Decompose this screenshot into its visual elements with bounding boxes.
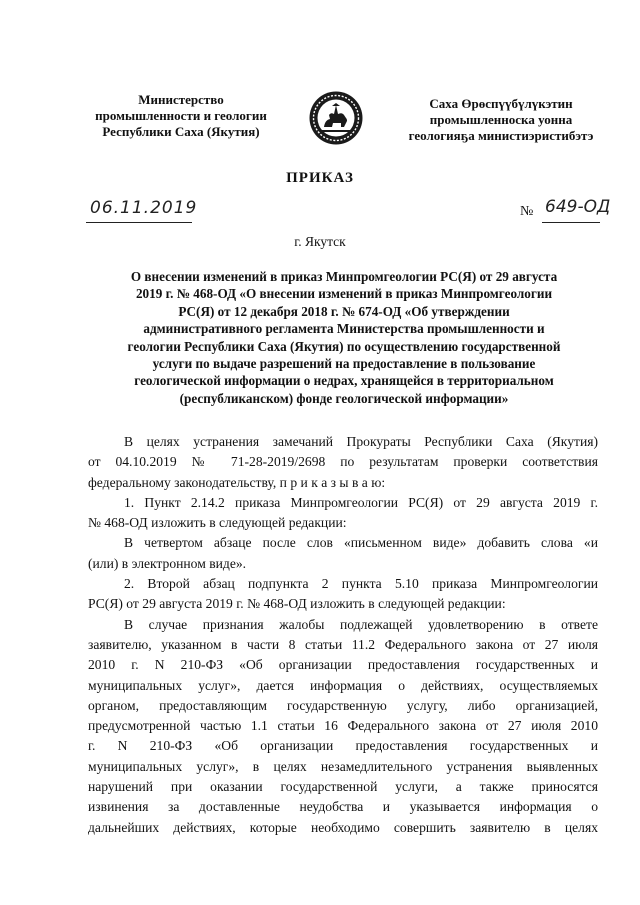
body-line: муниципальных услуг», в целях незамедлительного устранения выявленных bbox=[88, 758, 598, 774]
body-line: извинения за доставленные неудобства и указывается информация о bbox=[88, 799, 598, 815]
ministry-name-russian bbox=[72, 92, 290, 140]
body-line: от 04.10.2019 № 71-28-2019/2698 по результатам проверки соответствия bbox=[88, 454, 598, 470]
subject-line: (республиканском) фонде геологической информации» bbox=[179, 390, 509, 406]
body-line: предусмотренной частью 1.1 статьи 16 Федерального закона от 27 июля 2010 bbox=[88, 718, 598, 734]
subject-line: услуги по выдаче разрешений на предоставление в пользование bbox=[152, 356, 536, 372]
body-line: 2010 г. N 210-ФЗ «Об организации предоставления государственных и bbox=[88, 657, 598, 673]
body-line: 2. Второй абзац подпункта 2 пункта 5.10 приказа Минпромгеологии bbox=[124, 576, 598, 592]
body-line: муниципальных услуг», дается информация о действиях, осуществляемых bbox=[88, 677, 598, 693]
coat-of-arms-icon bbox=[308, 90, 364, 146]
body-line: 1. Пункт 2.14.2 приказа Минпромгеологии РС(Я) от 29 августа 2019 г. bbox=[124, 494, 598, 510]
body-line: № 468-ОД изложить в следующей редакции: bbox=[88, 515, 347, 531]
ministry-name-yakut bbox=[388, 96, 614, 144]
body-line: федеральному законодательству, п р и к а з ы в а ю: bbox=[88, 474, 386, 490]
ministry-name-line: Саха Өрөспүүбүлүкэтин bbox=[429, 96, 573, 111]
body-line: заявителю, указанном в части 8 статьи 11.2 Федерального закона от 27 июля bbox=[88, 636, 598, 652]
subject-line: геологии Республики Саха (Якутия) по осуществлению государственной bbox=[127, 338, 561, 354]
subject-line: РС(Я) от 12 декабря 2018 г. № 674-ОД «Об утверждении bbox=[178, 303, 510, 319]
subject-line: административного регламента Министерства промышленности и bbox=[143, 321, 545, 337]
body-line: В случае признания жалобы подлежащей удовлетворению в ответе bbox=[124, 616, 598, 632]
body-line: дальнейших действиях, которые необходимо совершить заявителю в целях bbox=[88, 819, 598, 835]
order-body bbox=[88, 432, 598, 838]
number-sign: № bbox=[520, 204, 534, 219]
number-underline bbox=[542, 222, 600, 223]
ministry-name-line: геологияҕа министиэристибэтэ bbox=[408, 128, 594, 143]
date-underline bbox=[86, 222, 192, 223]
handwritten-date: 06.11.2019 bbox=[90, 198, 198, 218]
ministry-name-line: Республики Саха (Якутия) bbox=[102, 124, 260, 139]
body-line: (или) в электронном виде». bbox=[88, 555, 247, 571]
city-line: г. Якутск bbox=[294, 234, 346, 249]
document-title: ПРИКАЗ bbox=[286, 170, 354, 186]
body-line: РС(Я) от 29 августа 2019 г. № 468-ОД изложить в следующей редакции: bbox=[88, 596, 506, 612]
body-line: нарушений при оказании государственной услуги, а также приносятся bbox=[88, 779, 598, 795]
subject-line: О внесении изменений в приказ Минпромгеологии РС(Я) от 29 августа bbox=[130, 269, 558, 284]
ministry-name-line: промышленноска уонна bbox=[429, 112, 573, 127]
body-line: г. N 210-ФЗ «Об организации предоставления государственных и bbox=[88, 738, 598, 754]
body-line: В четвертом абзаце после слов «письменном виде» добавить слова «и bbox=[124, 535, 598, 551]
subject-line: 2019 г. № 468-ОД «О внесении изменений в приказ Минпромгеологии bbox=[135, 286, 553, 302]
handwritten-number: 649-ОД bbox=[545, 197, 611, 217]
order-subject bbox=[84, 268, 604, 407]
body-line: В целях устранения замечаний Прокураты Республики Саха (Якутия) bbox=[124, 434, 598, 449]
ministry-name-line: промышленности и геологии bbox=[95, 108, 267, 123]
subject-line: геологической информации о недрах, хранящейся в территориальном bbox=[134, 373, 554, 389]
ministry-name-line: Министерство bbox=[138, 92, 224, 107]
body-line: органом, предоставляющим государственную услугу, либо организацией, bbox=[88, 697, 598, 713]
